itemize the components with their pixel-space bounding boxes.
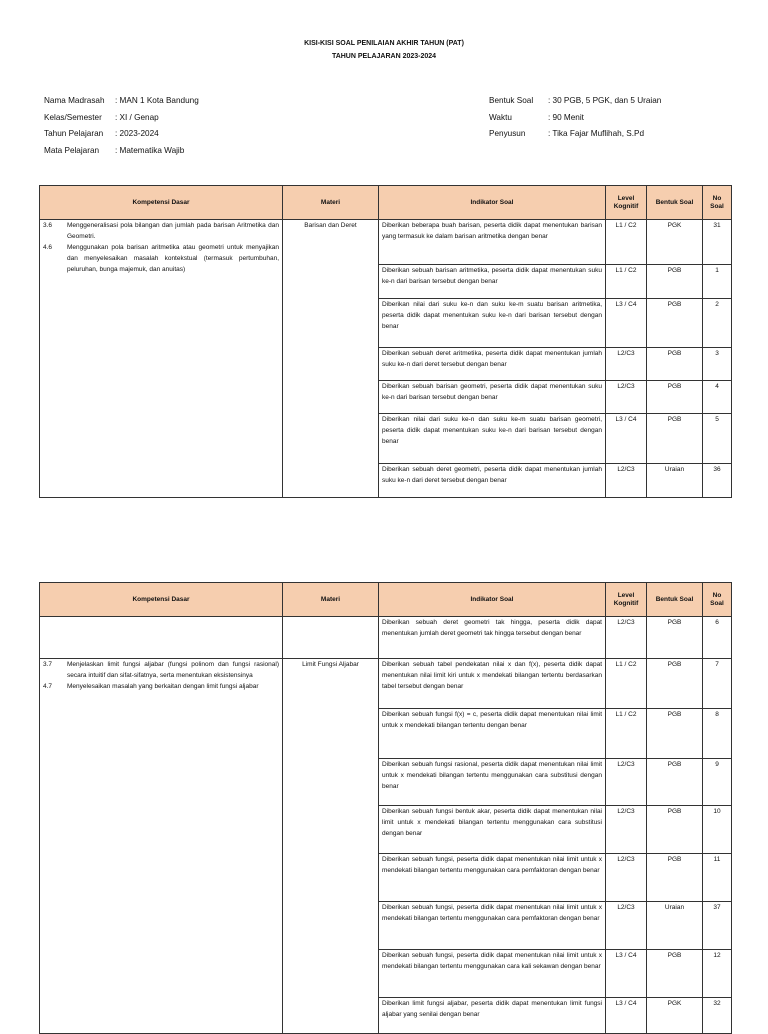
bentuk-cell: Uraian (647, 464, 703, 498)
col-header-kompetensi-dasar: Kompetensi Dasar (40, 583, 283, 617)
table-row (40, 617, 732, 659)
indikator-cell: Diberikan nilai dari suku ke-n dan suku ke-m suatu barisan aritmetika, peserta didik dapat menentukan suku ke-n dari barisan tersebut dengan benar (379, 299, 606, 348)
indikator-cell: Diberikan sebuah barisan geometri, peserta didik dapat menentukan suku ke-n dari barisan tersebut dengan benar (379, 381, 606, 414)
bentuk-cell: PGB (647, 414, 703, 464)
indikator-cell: Diberikan beberapa buah barisan, peserta didik dapat menentukan barisan yang termasuk ke dalam barisan aritmetika dengan benar (379, 220, 606, 265)
no-soal-cell: 1 (703, 265, 732, 299)
bentuk-cell: PGB (647, 265, 703, 299)
kd-number: 3.7 (43, 661, 53, 668)
bentuk-cell: PGB (647, 950, 703, 998)
bentuk-cell: PGB (647, 659, 703, 709)
no-soal-cell: 12 (703, 950, 732, 998)
no-soal-cell: 6 (703, 617, 732, 659)
info-value: : Matematika Wajib (115, 145, 185, 155)
col-header-bentuk-soal: Bentuk Soal (647, 583, 703, 617)
kd-text: Menggeneralisasi pola bilangan dan jumlah pada barisan Aritmetika dan Geometri. (67, 222, 279, 240)
info-right (489, 93, 661, 143)
level-cell: L3 / C4 (606, 998, 647, 1034)
indikator-cell: Diberikan sebuah fungsi rasional, peserta didik dapat menentukan nilai limit untuk x mendekati bilangan tertentu menggunakan cara substitusi dengan benar (379, 759, 606, 806)
kd-text: Menyelesaikan masalah yang berkaitan dengan limit fungsi aljabar (67, 683, 259, 690)
indikator-cell: Diberikan sebuah fungsi, peserta didik dapat menentukan nilai limit untuk x mendekati bilangan tertentu menggunakan cara pemfaktoran dengan benar (379, 902, 606, 950)
kd-item (43, 659, 279, 681)
indikator-cell: Diberikan sebuah fungsi, peserta didik dapat menentukan nilai limit untuk x mendekati bilangan tertentu menggunakan cara pemfaktoran dengan benar (379, 854, 606, 902)
col-header-kompetensi-dasar: Kompetensi Dasar (40, 186, 283, 220)
indikator-cell: Diberikan sebuah fungsi bentuk akar, peserta didik dapat menentukan nilai limit untuk x mendekati bilangan tertentu menggunakan cara substitusi dengan benar (379, 806, 606, 854)
col-header-bentuk-soal: Bentuk Soal (647, 186, 703, 220)
indikator-cell: Diberikan sebuah fungsi, peserta didik dapat menentukan nilai limit untuk x mendekati bilangan tertentu menggunakan cara kali sekawan dengan benar (379, 950, 606, 998)
info-label: Waktu (489, 112, 512, 122)
level-cell: L1 / C2 (606, 265, 647, 299)
indikator-cell: Diberikan sebuah deret geometri, peserta didik dapat menentukan jumlah suku ke-n dari deret tersebut dengan benar (379, 464, 606, 498)
kd-item (43, 220, 279, 242)
col-header-indikator-soal: Indikator Soal (379, 583, 606, 617)
info-value: : Tika Fajar Muflihah, S.Pd (548, 129, 645, 138)
info-label: Kelas/Semester (44, 112, 102, 122)
table-row (40, 220, 732, 265)
document-subtitle: TAHUN PELAJARAN 2023-2024 (331, 53, 437, 60)
no-soal-cell: 31 (703, 220, 732, 265)
indikator-cell: Diberikan sebuah barisan aritmetika, peserta didik dapat menentukan suku ke-n dari barisan tersebut dengan benar (379, 265, 606, 299)
bentuk-cell: PGB (647, 617, 703, 659)
no-soal-cell: 36 (703, 464, 732, 498)
level-cell: L1 / C2 (606, 709, 647, 759)
bentuk-cell: PGB (647, 348, 703, 381)
level-cell: L2/C3 (606, 902, 647, 950)
no-soal-cell: 5 (703, 414, 732, 464)
kompetensi-dasar-cell (40, 617, 283, 659)
table-row (40, 659, 732, 709)
level-cell: L3 / C4 (606, 299, 647, 348)
kisi-kisi-table-2 (39, 582, 732, 1034)
level-cell: L2/C3 (606, 381, 647, 414)
no-soal-cell: 37 (703, 902, 732, 950)
col-header-materi: Materi (283, 583, 379, 617)
info-label: Mata Pelajaran (44, 145, 100, 155)
info-value: : 2023-2024 (115, 129, 159, 138)
col-header-indikator-soal: Indikator Soal (379, 186, 606, 220)
info-value: : 90 Menit (548, 112, 584, 122)
indikator-cell: Diberikan nilai dari suku ke-n dan suku ke-m suatu barisan geometri, peserta didik dapat menentukan suku ke-n dari barisan tersebut dengan benar (379, 414, 606, 464)
col-header-level-kognitif: Level Kognitif (606, 583, 647, 617)
bentuk-cell: PGB (647, 806, 703, 854)
col-header-no-soal: No Soal (703, 583, 732, 617)
level-cell: L1 / C2 (606, 220, 647, 265)
materi-cell: Limit Fungsi Aljabar (283, 659, 379, 1034)
col-header-level-kognitif: Level Kognitif (606, 186, 647, 220)
materi-cell: Barisan dan Deret (283, 220, 379, 498)
indikator-cell: Diberikan sebuah deret geometri tak hingga, peserta didik dapat menentukan jumlah deret geometri tak hingga tersebut dengan benar (379, 617, 606, 659)
bentuk-cell: PGB (647, 299, 703, 348)
info-value: : MAN 1 Kota Bandung (115, 96, 199, 105)
no-soal-cell: 9 (703, 759, 732, 806)
bentuk-cell: PGK (647, 220, 703, 265)
info-label: Penyusun (489, 129, 526, 138)
bentuk-cell: Uraian (647, 902, 703, 950)
no-soal-cell: 32 (703, 998, 732, 1034)
kd-number: 4.7 (43, 683, 53, 690)
kd-item (43, 242, 279, 275)
level-cell: L3 / C4 (606, 950, 647, 998)
level-cell: L2/C3 (606, 854, 647, 902)
bentuk-cell: PGB (647, 759, 703, 806)
info-label: Nama Madrasah (44, 96, 105, 105)
level-cell: L2/C3 (606, 806, 647, 854)
no-soal-cell: 8 (703, 709, 732, 759)
table-header-row (40, 186, 732, 220)
bentuk-cell: PGB (647, 381, 703, 414)
indikator-cell: Diberikan sebuah tabel pendekatan nilai x dan f(x), peserta didik dapat menentukan nilai limit kiri untuk x mendekati bilangan tertentu berdasarkan tabel tersebut dengan benar (379, 659, 606, 709)
kd-text: Menjelaskan limit fungsi aljabar (fungsi polinom dan fungsi rasional) secara intuitif dan sifat-sifatnya, serta menentukan eksistensinya (67, 661, 279, 679)
kd-number: 3.6 (43, 222, 53, 229)
indikator-cell: Diberikan sebuah deret aritmetika, peserta didik dapat menentukan jumlah suku ke-n dari deret tersebut dengan benar (379, 348, 606, 381)
kompetensi-dasar-cell (40, 220, 283, 498)
col-header-no-soal: No Soal (703, 186, 732, 220)
info-left (44, 93, 199, 159)
indikator-cell: Diberikan sebuah fungsi f(x) = c, peserta didik dapat menentukan nilai limit untuk x mendekati bilangan tertentu dengan benar (379, 709, 606, 759)
no-soal-cell: 11 (703, 854, 732, 902)
no-soal-cell: 4 (703, 381, 732, 414)
kompetensi-dasar-cell (40, 659, 283, 1034)
bentuk-cell: PGK (647, 998, 703, 1034)
col-header-materi: Materi (283, 186, 379, 220)
kd-item (43, 681, 279, 692)
no-soal-cell: 2 (703, 299, 732, 348)
level-cell: L3 / C4 (606, 414, 647, 464)
level-cell: L2/C3 (606, 759, 647, 806)
info-label: Bentuk Soal (489, 96, 534, 105)
document-title: KISI-KISI SOAL PENILAIAN AKHIR TAHUN (PAT) (304, 40, 464, 47)
level-cell: L1 / C2 (606, 659, 647, 709)
kd-text: Menggunakan pola barisan aritmetika atau geometri untuk menyajikan dan menyelesaikan masalah kontekstual (termasuk pertumbuhan, peluruhan, bunga majemuk, dan anuitas) (67, 244, 279, 273)
info-value: : 30 PGB, 5 PGK, dan 5 Uraian (548, 96, 662, 105)
level-cell: L2/C3 (606, 348, 647, 381)
info-value: : XI / Genap (115, 112, 159, 122)
level-cell: L2/C3 (606, 617, 647, 659)
level-cell: L2/C3 (606, 464, 647, 498)
bentuk-cell: PGB (647, 709, 703, 759)
kd-number: 4.6 (43, 244, 53, 251)
no-soal-cell: 3 (703, 348, 732, 381)
materi-cell (283, 617, 379, 659)
no-soal-cell: 10 (703, 806, 732, 854)
bentuk-cell: PGB (647, 854, 703, 902)
info-label: Tahun Pelajaran (44, 129, 104, 138)
table-header-row (40, 583, 732, 617)
no-soal-cell: 7 (703, 659, 732, 709)
indikator-cell: Diberikan limit fungsi aljabar, peserta didik dapat menentukan limit fungsi aljabar yang senilai dengan benar (379, 998, 606, 1034)
kisi-kisi-table-1 (39, 185, 732, 498)
